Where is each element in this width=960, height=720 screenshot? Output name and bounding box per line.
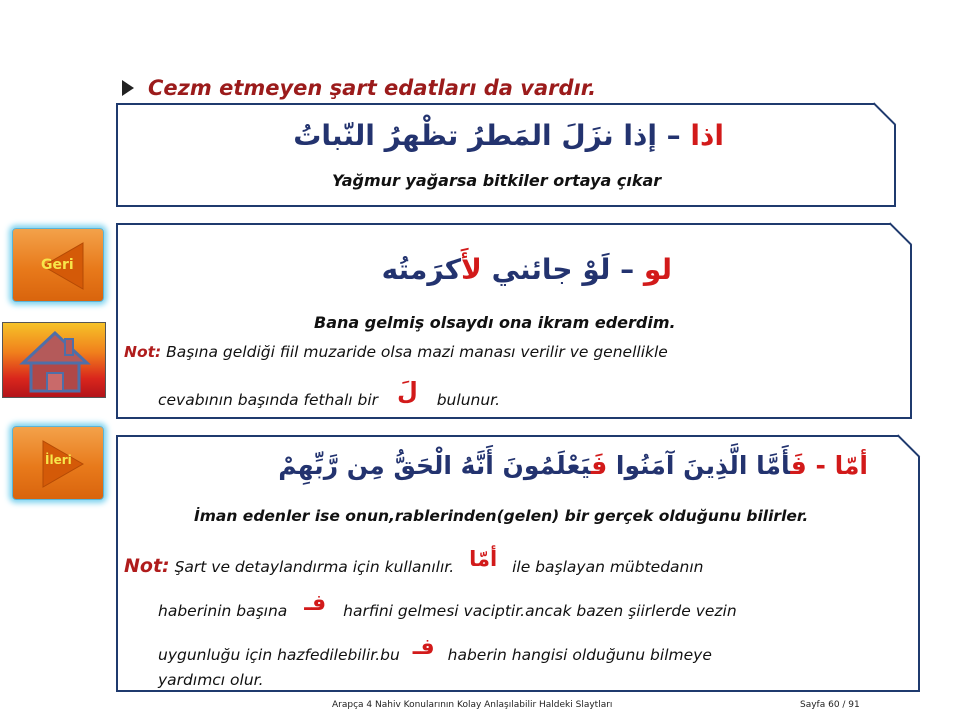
house-icon [3, 323, 107, 399]
note-label: Not: [124, 555, 170, 577]
arabic-line-law [382, 253, 672, 286]
arabic-dash: - [815, 451, 826, 480]
back-button-label: Geri [41, 257, 74, 273]
arabic-lam-highlight: لأَ [461, 253, 482, 286]
home-button[interactable] [2, 322, 106, 398]
note-line-1 [124, 343, 668, 361]
back-button[interactable] [12, 228, 104, 302]
note-line-3 [158, 635, 712, 666]
bullet-arrow-icon [122, 80, 134, 96]
arabic-part: لَوْ جائني [491, 253, 611, 286]
arabic-keyword: أمّا [834, 451, 868, 480]
arabic-fa-letter: فـ [412, 635, 435, 660]
arabic-part: يَعْلَمُونَ أَنَّهُ الْحَقُّ مِن رَّبِّهِمْ [278, 451, 591, 480]
arabic-sentence: إذا نزَلَ المَطرُ تظْهرُ النّباتُ [293, 119, 657, 152]
heading-text: Cezm etmeyen şart edatları da vardır. [148, 76, 597, 100]
note-line-2 [158, 377, 501, 411]
note-text: bulunur. [436, 391, 501, 409]
footer-title: Arapça 4 Nahiv Konularının Kolay Anlaşılabilir Haldeki Slaytları [332, 700, 613, 710]
note-text: harfini gelmesi vaciptir.ancak bazen şiirlerde vezin [343, 602, 737, 620]
arabic-lam-letter: لَ [396, 377, 418, 405]
note-text: haberinin başına [158, 602, 288, 620]
note-line-2 [158, 591, 737, 622]
note-text: ile başlayan mübtedanın [512, 558, 704, 576]
arabic-dash: – [666, 119, 681, 152]
arabic-keyword: اذا [690, 119, 724, 152]
translation-text: Yağmur yağarsa bitkiler ortaya çıkar [332, 171, 662, 190]
arabic-keyword: لو [643, 253, 672, 286]
forward-button[interactable] [12, 426, 104, 500]
arabic-fa-letter: فـ [304, 591, 327, 616]
note-text: uygunluğu için hazfedilebilir.bu [158, 646, 400, 664]
arabic-line-amma [278, 451, 868, 480]
arabic-fa-highlight: فَ [590, 451, 608, 480]
arabic-fa-highlight: فَ [790, 451, 807, 480]
example-box-law [116, 223, 912, 419]
arabic-part: كرَمتُه [381, 253, 462, 286]
example-box-idha [116, 103, 896, 207]
forward-button-label: İleri [45, 453, 72, 467]
note-text: cevabının başında fethalı bir [158, 391, 379, 409]
note-line-4: yardımcı olur. [158, 671, 264, 689]
note-line-1 [124, 547, 704, 577]
note-text: Şart ve detaylandırma için kullanılır. [174, 558, 455, 576]
footer-page-number: Sayfa 60 / 91 [800, 700, 860, 710]
note-text: Başına geldiği fiil muzaride olsa mazi manası verilir ve genellikle [166, 343, 668, 361]
note-text: haberin hangisi olduğunu bilmeye [447, 646, 712, 664]
arabic-amma-letter: أمّا [469, 547, 498, 571]
arabic-line-idha [293, 119, 724, 152]
note-label: Not: [124, 343, 162, 361]
arabic-dash: – [620, 253, 635, 286]
translation-text: Bana gelmiş olsaydı ona ikram ederdim. [314, 313, 676, 332]
example-box-amma [116, 435, 920, 692]
arabic-part: أَمَّا الَّذِينَ آمَنُوا [615, 451, 791, 480]
translation-text: İman edenler ise onun,rablerinden(gelen) bir gerçek olduğunu bilirler. [194, 507, 809, 525]
slide-heading [122, 76, 596, 100]
